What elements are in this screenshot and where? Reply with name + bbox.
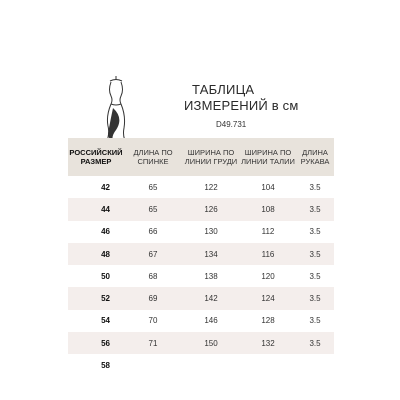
table-cell: 65 (124, 198, 182, 220)
table-cell: 126 (182, 198, 240, 220)
header-chest-width: ШИРИНА ПО ЛИНИИ ГРУДИ (182, 138, 240, 176)
table-cell: 116 (240, 243, 296, 265)
table-cell: 67 (124, 243, 182, 265)
table-row (68, 287, 334, 309)
table-cell: 3.5 (296, 176, 334, 198)
table-cell: 134 (182, 243, 240, 265)
table-row (68, 354, 334, 376)
table-cell: 130 (182, 221, 240, 243)
table-cell: 3.5 (296, 243, 334, 265)
table-row (68, 310, 334, 332)
table-row (68, 176, 334, 198)
size-cell: 46 (68, 221, 124, 243)
table-cell: 112 (240, 221, 296, 243)
size-cell: 56 (68, 332, 124, 354)
table-cell (296, 354, 334, 376)
table-cell: 132 (240, 332, 296, 354)
table-cell: 3.5 (296, 332, 334, 354)
article-code: D49.731 (216, 120, 247, 129)
table-row (68, 265, 334, 287)
header-back-length: ДЛИНА ПО СПИНКЕ (124, 138, 182, 176)
table-cell: 68 (124, 265, 182, 287)
table-cell: 108 (240, 198, 296, 220)
table-cell: 150 (182, 332, 240, 354)
table-cell: 3.5 (296, 265, 334, 287)
table-cell: 69 (124, 287, 182, 309)
table-row (68, 198, 334, 220)
size-cell: 44 (68, 198, 124, 220)
size-table (68, 138, 334, 377)
table-cell: 146 (182, 310, 240, 332)
size-cell: 54 (68, 310, 124, 332)
table-cell: 104 (240, 176, 296, 198)
table-cell: 65 (124, 176, 182, 198)
size-cell: 52 (68, 287, 124, 309)
table-cell (124, 354, 182, 376)
table-row (68, 221, 334, 243)
table-cell: 120 (240, 265, 296, 287)
header-sleeve-length: ДЛИНА РУКАВА (296, 138, 334, 176)
header-size: РОССИЙСКИЙ РАЗМЕР (68, 138, 124, 176)
size-cell: 50 (68, 265, 124, 287)
table-cell: 66 (124, 221, 182, 243)
table-cell: 71 (124, 332, 182, 354)
table-cell: 3.5 (296, 287, 334, 309)
page-title (184, 82, 299, 114)
size-cell: 58 (68, 354, 124, 376)
title-line-2: ИЗМЕРЕНИЙ в см (184, 98, 299, 113)
table-cell: 3.5 (296, 221, 334, 243)
title-line-1: ТАБЛИЦА (192, 82, 255, 97)
size-cell: 42 (68, 176, 124, 198)
table-cell: 138 (182, 265, 240, 287)
table-cell: 122 (182, 176, 240, 198)
size-cell: 48 (68, 243, 124, 265)
table-header (68, 138, 334, 176)
table-cell: 142 (182, 287, 240, 309)
table-cell: 3.5 (296, 310, 334, 332)
table-cell: 3.5 (296, 198, 334, 220)
table-row (68, 243, 334, 265)
table-cell (182, 354, 240, 376)
table-cell: 70 (124, 310, 182, 332)
header-waist-width: ШИРИНА ПО ЛИНИИ ТАЛИИ (240, 138, 296, 176)
table-row (68, 332, 334, 354)
table-cell (240, 354, 296, 376)
table-cell: 128 (240, 310, 296, 332)
table-cell: 124 (240, 287, 296, 309)
